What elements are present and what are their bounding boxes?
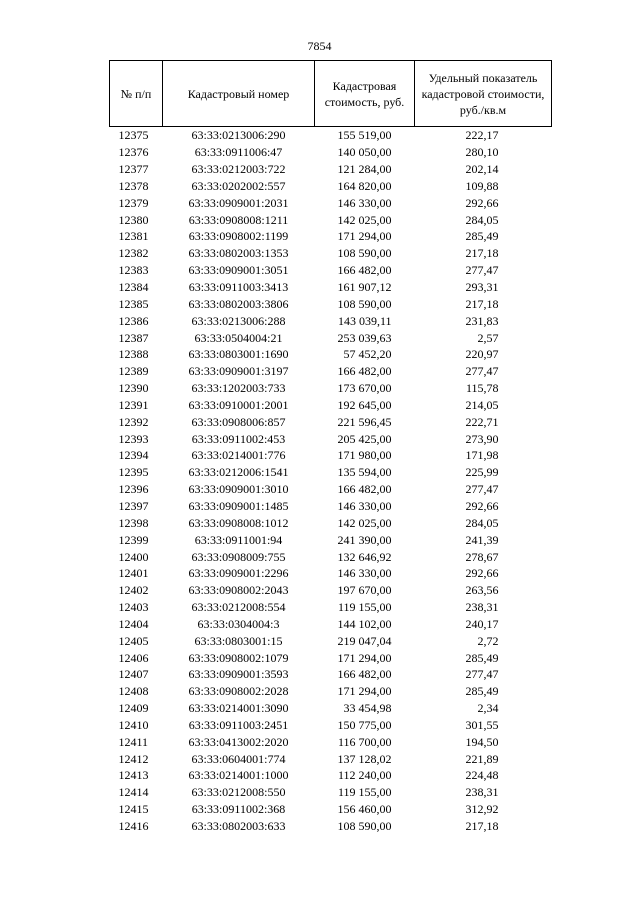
cell-specific-index: 222,71	[465, 414, 499, 429]
table-row	[110, 329, 552, 346]
cell-cadastral-number: 63:33:0909001:2031	[188, 195, 289, 210]
table-row	[110, 615, 552, 632]
cell-row-number: 12413	[118, 768, 149, 783]
cell-specific-index: 224,48	[465, 768, 499, 783]
cell-specific-index: 220,97	[465, 347, 499, 362]
cell-cadastral-cost: 119 155,00	[337, 785, 392, 800]
table-row	[110, 582, 552, 599]
cell-row-number: 12415	[118, 802, 149, 817]
cell-cadastral-cost: 166 482,00	[337, 263, 392, 278]
table-row	[110, 818, 552, 835]
table-row	[110, 498, 552, 515]
cell-cadastral-cost: 112 240,00	[337, 768, 392, 783]
cell-cadastral-number: 63:33:0908008:1012	[188, 515, 289, 530]
cell-specific-index: 292,66	[465, 498, 499, 513]
cell-specific-index: 217,18	[465, 819, 499, 834]
table-row	[110, 733, 552, 750]
cell-specific-index: 285,49	[465, 684, 499, 699]
cell-row-number: 12416	[118, 819, 149, 834]
cell-cadastral-number: 63:33:0909001:3051	[188, 263, 289, 278]
cell-cadastral-cost: 166 482,00	[337, 667, 392, 682]
cell-cadastral-cost: 144 102,00	[337, 616, 392, 631]
cell-specific-index: 301,55	[465, 717, 499, 732]
cell-cadastral-cost: 146 330,00	[337, 498, 392, 513]
table-row	[110, 397, 552, 414]
cell-specific-index: 171,98	[465, 448, 499, 463]
cell-specific-index: 284,05	[465, 212, 499, 227]
cell-cadastral-number: 63:33:0213006:290	[191, 128, 286, 143]
cell-cadastral-number: 63:33:0911006:47	[194, 145, 283, 160]
cell-cadastral-cost: 166 482,00	[337, 364, 392, 379]
cell-cadastral-cost: 197 670,00	[337, 583, 392, 598]
table-row	[110, 346, 552, 363]
cell-row-number: 12408	[118, 684, 149, 699]
cell-row-number: 12404	[118, 616, 149, 631]
table-row	[110, 514, 552, 531]
table-row	[110, 649, 552, 666]
cell-row-number: 12381	[118, 229, 149, 244]
cell-cadastral-number: 63:33:0910001:2001	[188, 397, 289, 412]
header-row-number: № п/п	[110, 61, 163, 127]
table-row	[110, 464, 552, 481]
cell-cadastral-cost: 221 596,45	[337, 414, 392, 429]
cell-specific-index: 217,18	[465, 246, 499, 261]
table-row	[110, 194, 552, 211]
cell-cadastral-cost: 192 645,00	[337, 397, 392, 412]
cell-row-number: 12398	[118, 515, 149, 530]
cell-cadastral-cost: 116 700,00	[337, 734, 392, 749]
cell-row-number: 12375	[118, 128, 149, 143]
cell-cadastral-cost: 33 454,98	[343, 701, 392, 716]
cell-cadastral-number: 63:33:0504004:21	[194, 330, 283, 345]
cell-cadastral-number: 63:33:0202002:557	[191, 178, 286, 193]
cell-cadastral-cost: 171 294,00	[337, 650, 392, 665]
cell-specific-index: 277,47	[465, 667, 499, 682]
cell-cadastral-number: 63:33:0911002:453	[191, 431, 286, 446]
cell-cadastral-number: 63:33:0908002:1199	[188, 229, 289, 244]
cell-row-number: 12380	[118, 212, 149, 227]
cell-cadastral-cost: 161 907,12	[337, 280, 392, 295]
cell-specific-index: 217,18	[465, 296, 499, 311]
cell-specific-index: 273,90	[465, 431, 499, 446]
cell-cadastral-cost: 164 820,00	[337, 178, 392, 193]
cell-cadastral-cost: 219 047,04	[337, 633, 392, 648]
table-row	[110, 717, 552, 734]
table-row	[110, 279, 552, 296]
cell-cadastral-number: 63:33:0911002:368	[191, 802, 286, 817]
cell-row-number: 12399	[118, 532, 149, 547]
cell-row-number: 12382	[118, 246, 149, 261]
cell-cadastral-cost: 173 670,00	[337, 381, 392, 396]
cell-specific-index: 2,34	[477, 701, 499, 716]
cell-specific-index: 277,47	[465, 364, 499, 379]
table-row	[110, 531, 552, 548]
cell-cadastral-number: 63:33:0802003:633	[191, 819, 286, 834]
cell-cadastral-cost: 132 646,92	[337, 549, 392, 564]
cell-row-number: 12378	[118, 178, 149, 193]
table-row	[110, 767, 552, 784]
cell-cadastral-number: 63:33:0908008:1211	[188, 212, 289, 227]
header-cadastral-number: Кадастровый номер	[163, 61, 315, 127]
cell-cadastral-cost: 137 128,02	[337, 751, 392, 766]
table-row	[110, 363, 552, 380]
table-row	[110, 430, 552, 447]
cell-row-number: 12406	[118, 650, 149, 665]
table-row	[110, 784, 552, 801]
cell-specific-index: 292,66	[465, 566, 499, 581]
cell-cadastral-number: 63:33:0911001:94	[194, 532, 283, 547]
cell-specific-index: 238,31	[465, 785, 499, 800]
cell-specific-index: 225,99	[465, 465, 499, 480]
cell-row-number: 12387	[118, 330, 149, 345]
cell-row-number: 12402	[118, 583, 149, 598]
table-row	[110, 548, 552, 565]
cell-cadastral-number: 63:33:0212006:1541	[188, 465, 289, 480]
cell-row-number: 12376	[118, 145, 149, 160]
cell-specific-index: 277,47	[465, 482, 499, 497]
cell-cadastral-cost: 135 594,00	[337, 465, 392, 480]
cell-specific-index: 284,05	[465, 515, 499, 530]
cell-row-number: 12403	[118, 600, 149, 615]
cell-cadastral-number: 63:33:1202003:733	[191, 381, 286, 396]
table-header-row	[110, 61, 552, 127]
cell-row-number: 12394	[118, 448, 149, 463]
table-row	[110, 666, 552, 683]
cell-cadastral-number: 63:33:0212008:554	[191, 600, 286, 615]
cadastral-value-table	[109, 60, 552, 834]
cell-specific-index: 280,10	[465, 145, 499, 160]
cell-specific-index: 194,50	[465, 734, 499, 749]
cell-cadastral-cost: 121 284,00	[337, 162, 392, 177]
table-body	[110, 127, 552, 835]
cell-cadastral-cost: 156 460,00	[337, 802, 392, 817]
cell-cadastral-cost: 155 519,00	[337, 128, 392, 143]
cell-specific-index: 263,56	[465, 583, 499, 598]
cell-row-number: 12410	[118, 717, 149, 732]
cell-cadastral-cost: 57 452,20	[343, 347, 392, 362]
cell-cadastral-cost: 140 050,00	[337, 145, 392, 160]
cell-row-number: 12395	[118, 465, 149, 480]
cell-cadastral-number: 63:33:0909001:2296	[188, 566, 289, 581]
cell-row-number: 12384	[118, 280, 149, 295]
cell-cadastral-cost: 146 330,00	[337, 566, 392, 581]
cell-cadastral-number: 63:33:0908009:755	[191, 549, 286, 564]
cell-row-number: 12401	[118, 566, 149, 581]
cell-cadastral-cost: 108 590,00	[337, 296, 392, 311]
cell-row-number: 12405	[118, 633, 149, 648]
table-row	[110, 312, 552, 329]
table-row	[110, 211, 552, 228]
table-row	[110, 245, 552, 262]
cell-specific-index: 292,66	[465, 195, 499, 210]
cell-cadastral-number: 63:33:0803001:15	[194, 633, 283, 648]
table-row	[110, 127, 552, 144]
cell-cadastral-cost: 166 482,00	[337, 482, 392, 497]
cell-cadastral-number: 63:33:0213006:288	[191, 313, 286, 328]
cell-specific-index: 115,78	[465, 381, 499, 396]
cell-cadastral-number: 63:33:0911003:2451	[188, 717, 289, 732]
header-cadastral-cost: Кадастровая стоимость, руб.	[315, 61, 415, 127]
cell-cadastral-cost: 171 294,00	[337, 684, 392, 699]
cell-cadastral-cost: 142 025,00	[337, 515, 392, 530]
cell-cadastral-number: 63:33:0909001:1485	[188, 498, 289, 513]
table-row	[110, 599, 552, 616]
cell-row-number: 12414	[118, 785, 149, 800]
cell-cadastral-number: 63:33:0908002:2043	[188, 583, 289, 598]
table-row	[110, 700, 552, 717]
cell-cadastral-number: 63:33:0909001:3010	[188, 482, 289, 497]
cell-cadastral-number: 63:33:0604001:774	[191, 751, 286, 766]
cell-row-number: 12391	[118, 397, 149, 412]
cell-specific-index: 231,83	[465, 313, 499, 328]
cell-cadastral-cost: 150 775,00	[337, 717, 392, 732]
cell-cadastral-number: 63:33:0909001:3593	[188, 667, 289, 682]
cell-row-number: 12412	[118, 751, 149, 766]
cell-specific-index: 277,47	[465, 263, 499, 278]
cell-cadastral-cost: 108 590,00	[337, 246, 392, 261]
cell-row-number: 12390	[118, 381, 149, 396]
cell-row-number: 12386	[118, 313, 149, 328]
cell-cadastral-number: 63:33:0908006:857	[191, 414, 286, 429]
cell-row-number: 12411	[118, 734, 149, 749]
table-row	[110, 750, 552, 767]
page-number: 7854	[307, 39, 332, 53]
cell-row-number: 12396	[118, 482, 149, 497]
cell-row-number: 12393	[118, 431, 149, 446]
cell-specific-index: 2,72	[477, 633, 499, 648]
cell-specific-index: 240,17	[465, 616, 499, 631]
table-row	[110, 632, 552, 649]
cell-specific-index: 293,31	[465, 280, 499, 295]
cell-cadastral-number: 63:33:0413002:2020	[188, 734, 289, 749]
table-row	[110, 161, 552, 178]
cell-cadastral-number: 63:33:0214001:3090	[188, 701, 289, 716]
cell-row-number: 12389	[118, 364, 149, 379]
cell-specific-index: 2,57	[477, 330, 499, 345]
cell-cadastral-number: 63:33:0909001:3197	[188, 364, 289, 379]
table-row	[110, 178, 552, 195]
cell-cadastral-number: 63:33:0802003:1353	[188, 246, 289, 261]
cell-cadastral-number: 63:33:0908002:2028	[188, 684, 289, 699]
cell-cadastral-number: 63:33:0212003:722	[191, 162, 286, 177]
table-row	[110, 447, 552, 464]
cell-row-number: 12400	[118, 549, 149, 564]
cell-row-number: 12385	[118, 296, 149, 311]
cell-cadastral-cost: 205 425,00	[337, 431, 392, 446]
cell-specific-index: 238,31	[465, 600, 499, 615]
cell-cadastral-cost: 146 330,00	[337, 195, 392, 210]
table-row	[110, 295, 552, 312]
table-row	[110, 801, 552, 818]
cell-cadastral-number: 63:33:0911003:3413	[188, 280, 289, 295]
header-specific-index: Удельный показатель кадастровой стоимости, руб./кв.м	[415, 61, 552, 127]
cell-cadastral-cost: 119 155,00	[337, 600, 392, 615]
cell-cadastral-number: 63:33:0908002:1079	[188, 650, 289, 665]
cell-specific-index: 285,49	[465, 229, 499, 244]
cell-cadastral-number: 63:33:0214001:776	[191, 448, 286, 463]
cell-specific-index: 109,88	[465, 178, 499, 193]
cell-row-number: 12379	[118, 195, 149, 210]
table-row	[110, 683, 552, 700]
table-row	[110, 144, 552, 161]
cell-cadastral-cost: 143 039,11	[337, 313, 392, 328]
table-row	[110, 380, 552, 397]
cell-row-number: 12388	[118, 347, 149, 362]
table-row	[110, 565, 552, 582]
table-row	[110, 413, 552, 430]
cell-cadastral-cost: 171 980,00	[337, 448, 392, 463]
cell-cadastral-number: 63:33:0803001:1690	[188, 347, 289, 362]
cell-specific-index: 278,67	[465, 549, 499, 564]
cell-cadastral-number: 63:33:0802003:3806	[188, 296, 289, 311]
cell-cadastral-number: 63:33:0212008:550	[191, 785, 286, 800]
cell-specific-index: 222,17	[465, 128, 499, 143]
cell-row-number: 12407	[118, 667, 149, 682]
cell-specific-index: 285,49	[465, 650, 499, 665]
cell-cadastral-number: 63:33:0214001:1000	[188, 768, 289, 783]
cell-specific-index: 241,39	[465, 532, 499, 547]
cell-row-number: 12397	[118, 498, 149, 513]
table-row	[110, 481, 552, 498]
cell-cadastral-cost: 253 039,63	[337, 330, 392, 345]
cell-specific-index: 202,14	[465, 162, 499, 177]
cell-row-number: 12377	[118, 162, 149, 177]
table-row	[110, 228, 552, 245]
cell-cadastral-number: 63:33:0304004:3	[197, 616, 280, 631]
cell-cadastral-cost: 241 390,00	[337, 532, 392, 547]
cell-cadastral-cost: 171 294,00	[337, 229, 392, 244]
cell-cadastral-cost: 108 590,00	[337, 819, 392, 834]
cell-cadastral-cost: 142 025,00	[337, 212, 392, 227]
table-row	[110, 262, 552, 279]
cell-specific-index: 312,92	[465, 802, 499, 817]
cell-specific-index: 214,05	[465, 397, 499, 412]
cell-row-number: 12409	[118, 701, 149, 716]
cell-row-number: 12392	[118, 414, 149, 429]
cell-row-number: 12383	[118, 263, 149, 278]
cell-specific-index: 221,89	[465, 751, 499, 766]
